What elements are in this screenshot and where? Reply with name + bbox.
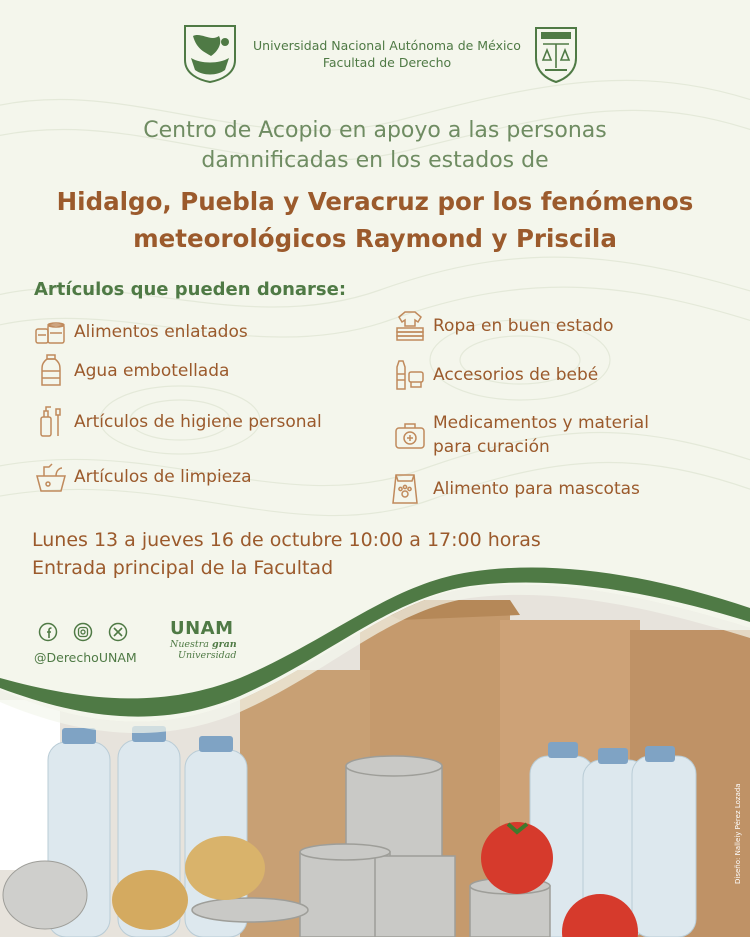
- donation-label: Artículos de limpieza: [74, 467, 252, 487]
- donation-item-medicine: [393, 411, 649, 459]
- title-line-4: meteorológicos Raymond y Priscila: [133, 224, 617, 253]
- donation-label: Artículos de higiene personal: [74, 412, 322, 432]
- institution-name: [244, 37, 530, 71]
- institution-line-2: Facultad de Derecho: [322, 55, 452, 70]
- canned-food-icon: [34, 315, 68, 349]
- tagline-word-3: Universidad: [178, 650, 237, 661]
- title-intro: [0, 116, 750, 176]
- x-icon[interactable]: [108, 622, 128, 642]
- water-bottle-icon: [34, 354, 68, 388]
- donation-label-line-2: para curación: [433, 437, 550, 457]
- faculty-law-logo: [533, 22, 579, 84]
- header: [0, 20, 750, 90]
- schedule-dates: Lunes 13 a jueves 16 de octubre 10:00 a 17:00 horas: [32, 529, 541, 551]
- pet-food-icon: [388, 472, 422, 506]
- instagram-icon[interactable]: [73, 622, 93, 642]
- donation-label: Ropa en buen estado: [433, 316, 614, 336]
- title-line-3: Hidalgo, Puebla y Veracruz por los fenómenos: [56, 187, 694, 216]
- unam-tagline: [170, 639, 250, 661]
- clothes-icon: [393, 309, 427, 343]
- design-credit: Diseño: Nalleiy Pérez Lozada: [734, 783, 742, 884]
- unam-shield-logo: [181, 22, 239, 84]
- donation-label: Alimentos enlatados: [74, 322, 248, 342]
- donation-item-cleaning: [34, 460, 252, 494]
- donation-label-multiline: [433, 411, 649, 459]
- first-aid-icon: [393, 418, 427, 452]
- institution-line-1: Universidad Nacional Autónoma de México: [253, 38, 521, 53]
- donation-label: Alimento para mascotas: [433, 479, 640, 499]
- schedule-location: Entrada principal de la Facultad: [32, 557, 334, 579]
- donation-item-baby: [393, 358, 598, 392]
- cleaning-icon: [34, 460, 68, 494]
- title-line-1: Centro de Acopio en apoyo a las personas: [143, 118, 607, 143]
- donation-item-canned-food: [34, 315, 248, 349]
- donations-photo: [0, 560, 750, 937]
- donation-label: Agua embotellada: [74, 361, 230, 381]
- donation-item-pet-food: [388, 472, 640, 506]
- social-icons: [38, 622, 148, 646]
- donations-heading: Artículos que pueden donarse:: [34, 279, 347, 300]
- unam-wordmark: UNAM: [170, 618, 234, 639]
- tagline-word-2: gran: [211, 639, 237, 650]
- title-main: [0, 183, 750, 257]
- donation-item-clothes: [393, 309, 614, 343]
- donation-item-water: [34, 354, 229, 388]
- donation-item-hygiene: [34, 405, 322, 439]
- donation-label-line-1: Medicamentos y material: [433, 413, 649, 433]
- social-handle[interactable]: @DerechoUNAM: [34, 650, 137, 665]
- donation-label: Accesorios de bebé: [433, 365, 599, 385]
- baby-bottle-icon: [393, 358, 427, 392]
- unam-brand-logo: [170, 618, 250, 661]
- title-line-2: damnificadas en los estados de: [201, 148, 549, 173]
- facebook-icon[interactable]: [38, 622, 58, 642]
- hygiene-icon: [34, 405, 68, 439]
- tagline-word-1: Nuestra: [170, 639, 209, 650]
